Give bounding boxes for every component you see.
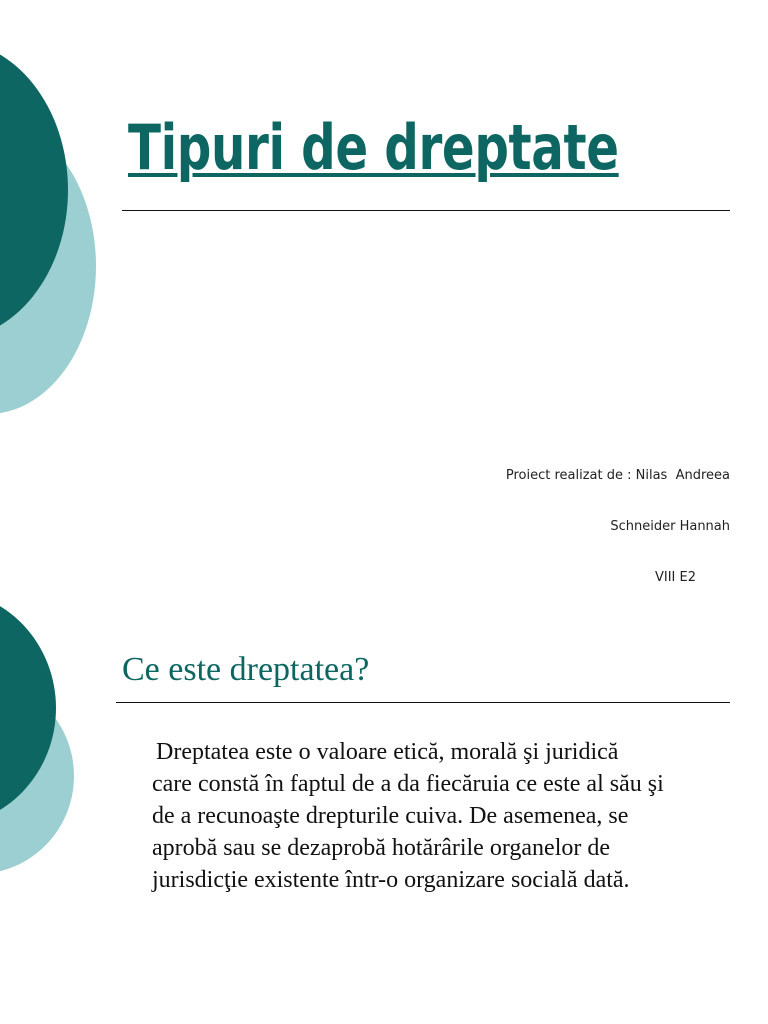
paragraph-line: aprobă sau se dezaprobă hotărârile organelor de — [152, 835, 611, 861]
heading-divider — [116, 702, 730, 703]
credits-class: VIII E2 — [654, 570, 696, 585]
slide-heading: Ce este dreptatea? — [122, 651, 370, 688]
title-divider — [122, 210, 730, 211]
slide-title-heading: Tipuri de dreptate — [128, 111, 619, 184]
paragraph-line: Dreptatea este o valoare etică, morală şi juridică — [156, 739, 619, 765]
credits-author-line: Proiect realizat de : Nilas Andreea — [505, 468, 730, 483]
paragraph-line: care constă în faptul de a da fiecăruia ce este al său şi — [152, 771, 664, 797]
credits-author-second: Schneider Hannah — [610, 519, 730, 534]
slide-definition — [0, 560, 768, 1024]
paragraph-line: de a recunoaşte drepturile cuiva. De asemenea, se — [152, 803, 629, 829]
definition-paragraph — [152, 736, 742, 896]
paragraph-line: jurisdicţie existente într-o organizare socială dată. — [152, 867, 630, 893]
